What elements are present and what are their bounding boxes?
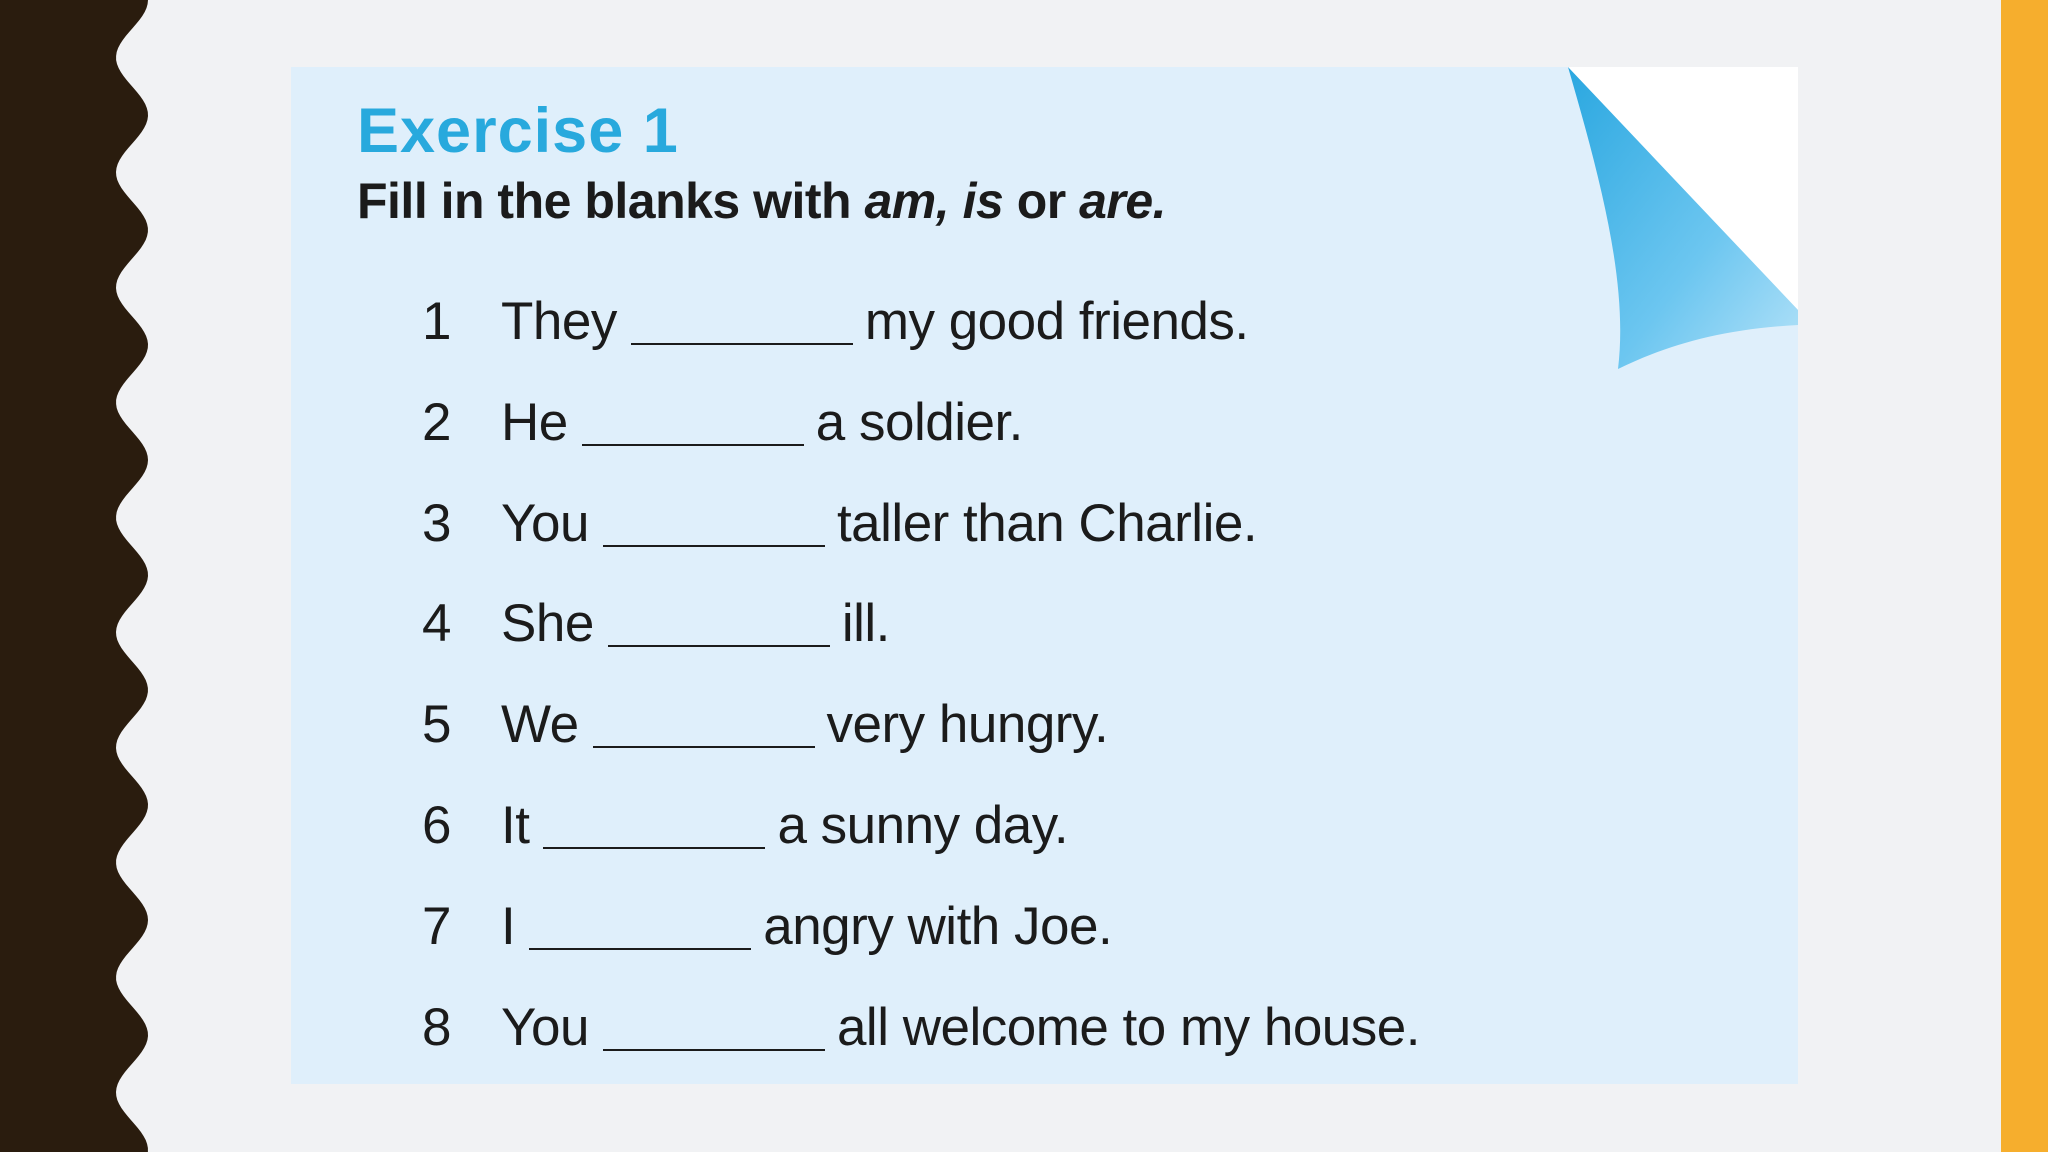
exercise-item bbox=[422, 675, 1420, 776]
option-are: are. bbox=[1079, 173, 1167, 229]
item-rest: my good friends. bbox=[864, 292, 1249, 351]
item-number: 8 bbox=[422, 997, 451, 1057]
item-subject: You bbox=[501, 493, 589, 553]
exercise-item bbox=[422, 272, 1420, 373]
instruction-text: Fill in the blanks with bbox=[357, 173, 852, 229]
exercise-item bbox=[422, 776, 1420, 877]
answer-blank bbox=[582, 444, 804, 446]
exercise-item bbox=[422, 474, 1420, 575]
answer-blank bbox=[631, 343, 853, 345]
answer-blank bbox=[603, 545, 825, 547]
item-rest: taller than Charlie. bbox=[836, 493, 1258, 553]
item-subject: You bbox=[501, 997, 589, 1057]
exercise-item bbox=[422, 978, 1420, 1079]
item-subject: They bbox=[501, 292, 617, 351]
answer-blank bbox=[529, 948, 751, 950]
item-subject: I bbox=[501, 896, 516, 956]
exercise-card bbox=[291, 67, 1798, 1084]
exercise-item bbox=[422, 574, 1420, 675]
item-number: 7 bbox=[422, 896, 451, 956]
item-number: 6 bbox=[422, 795, 451, 855]
item-number: 2 bbox=[422, 392, 451, 452]
option-is: is bbox=[962, 173, 1004, 229]
item-number: 4 bbox=[422, 594, 451, 654]
item-rest: angry with Joe. bbox=[763, 896, 1113, 956]
page-curl-icon bbox=[1568, 67, 1798, 372]
item-number: 5 bbox=[422, 695, 451, 755]
item-subject: He bbox=[501, 392, 568, 452]
exercise-item bbox=[422, 877, 1420, 978]
item-rest: all welcome to my house. bbox=[836, 997, 1420, 1057]
item-subject: She bbox=[501, 594, 594, 654]
item-rest: ill. bbox=[841, 594, 890, 654]
exercise-title: Exercise 1 bbox=[357, 96, 679, 166]
right-accent-bar bbox=[2001, 0, 2048, 1152]
option-am: am, bbox=[864, 173, 950, 229]
answer-blank bbox=[543, 847, 765, 849]
answer-blank bbox=[608, 645, 830, 647]
item-number: 1 bbox=[422, 292, 451, 351]
item-rest: a soldier. bbox=[815, 392, 1023, 452]
item-subject: We bbox=[501, 695, 579, 755]
exercise-item bbox=[422, 373, 1420, 474]
item-subject: It bbox=[501, 795, 530, 855]
item-rest: very hungry. bbox=[826, 695, 1109, 755]
wavy-left-border bbox=[0, 0, 160, 1152]
item-rest: a sunny day. bbox=[777, 795, 1069, 855]
answer-blank bbox=[603, 1049, 825, 1051]
exercise-instructions bbox=[357, 172, 1166, 230]
instruction-conjunction: or bbox=[1016, 173, 1066, 229]
exercise-items-list bbox=[422, 272, 1420, 1078]
answer-blank bbox=[593, 746, 815, 748]
item-number: 3 bbox=[422, 493, 451, 553]
